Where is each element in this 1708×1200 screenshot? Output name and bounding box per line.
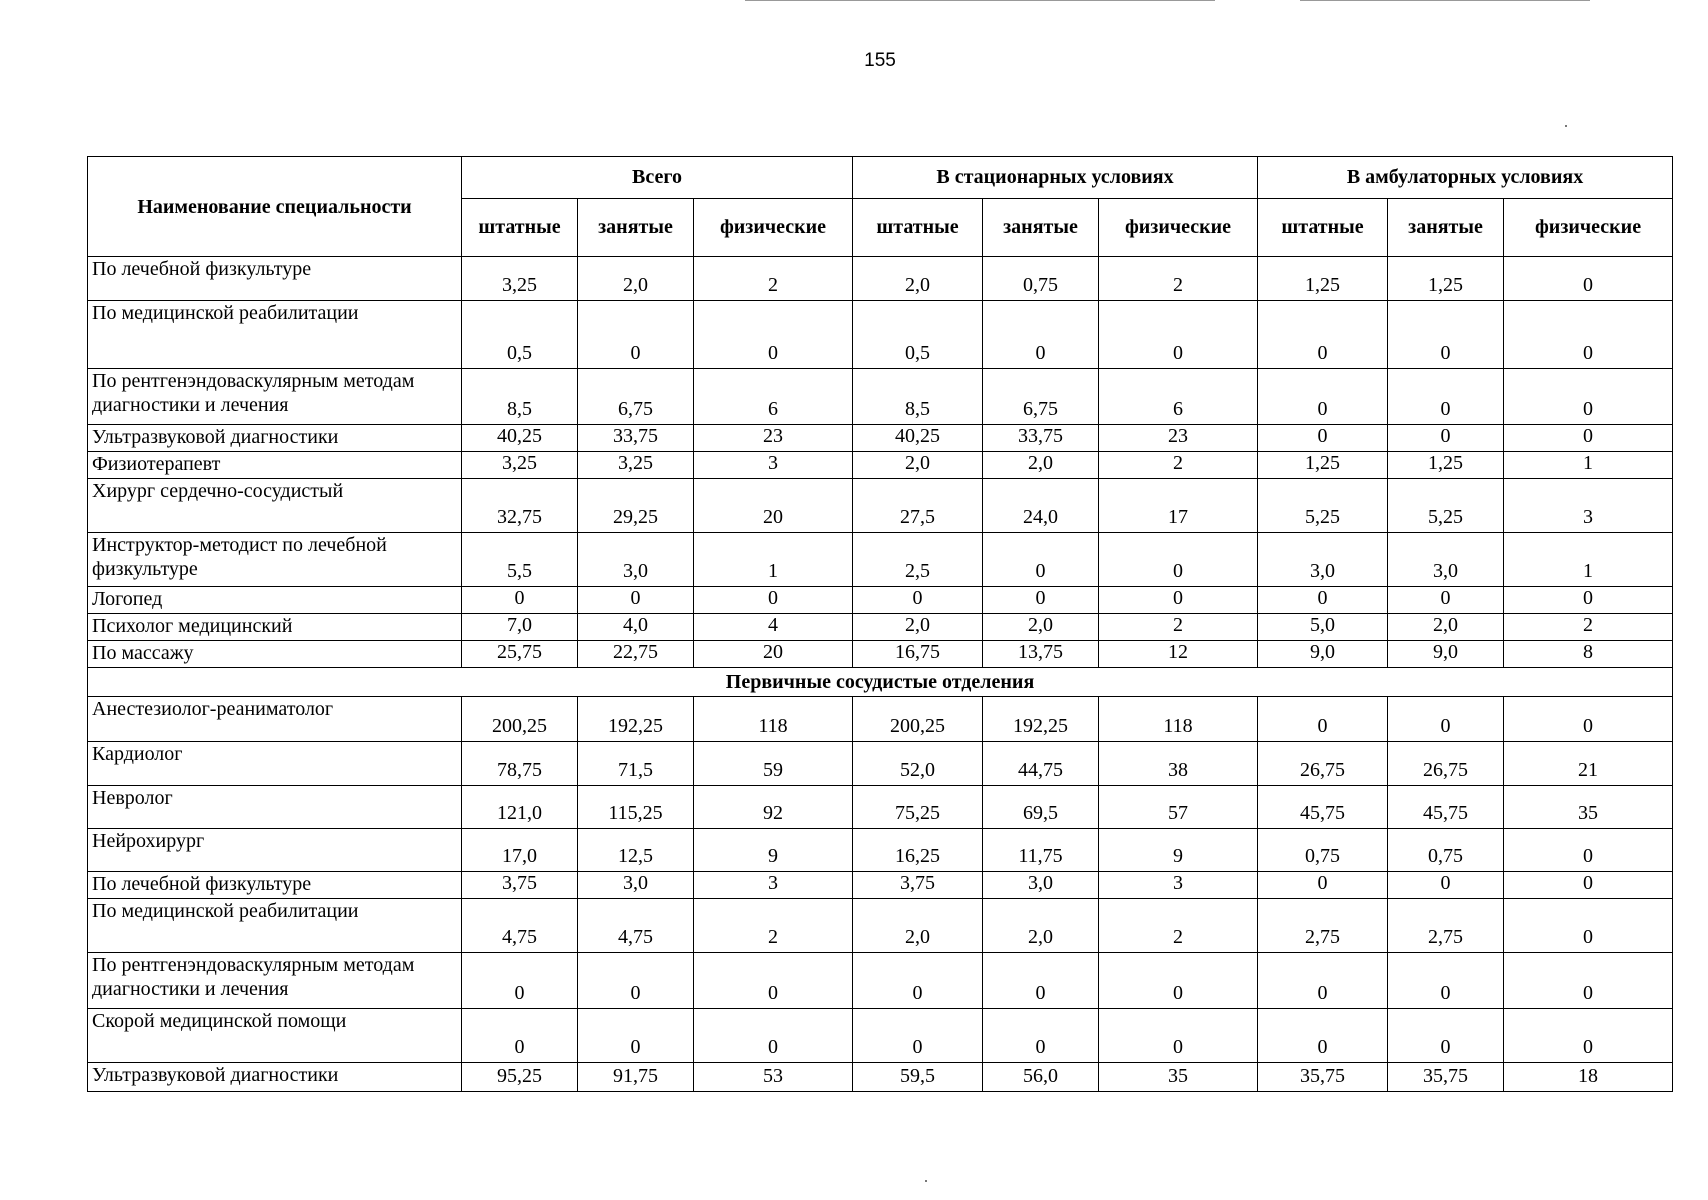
table-row <box>88 1063 1673 1092</box>
value-cell: 0 <box>983 533 1099 587</box>
value-cell: 0 <box>1099 587 1258 614</box>
value-cell: 115,25 <box>578 786 694 829</box>
value-cell: 0 <box>1504 872 1673 899</box>
value-cell: 0 <box>983 301 1099 369</box>
specialty-name: По медицинской реабилитации <box>88 301 462 369</box>
value-cell: 24,0 <box>983 479 1099 533</box>
value-cell: 33,75 <box>578 425 694 452</box>
value-cell: 0 <box>1099 953 1258 1009</box>
value-cell: 2,5 <box>853 533 983 587</box>
value-cell: 2 <box>1099 257 1258 301</box>
value-cell: 6,75 <box>983 369 1099 425</box>
value-cell: 2,0 <box>1388 614 1504 641</box>
top-rule-right <box>1300 0 1590 1</box>
value-cell: 20 <box>694 641 853 668</box>
scan-speck <box>1565 125 1567 127</box>
value-cell: 0,75 <box>1388 829 1504 872</box>
page-number: 155 <box>864 50 896 71</box>
value-cell: 0 <box>1504 369 1673 425</box>
value-cell: 45,75 <box>1258 786 1388 829</box>
value-cell: 6,75 <box>578 369 694 425</box>
value-cell: 5,5 <box>462 533 578 587</box>
value-cell: 0 <box>694 587 853 614</box>
value-cell: 35,75 <box>1258 1063 1388 1092</box>
table-row <box>88 1009 1673 1063</box>
value-cell: 3,0 <box>983 872 1099 899</box>
value-cell: 3,0 <box>1388 533 1504 587</box>
value-cell: 3,75 <box>853 872 983 899</box>
value-cell: 3,0 <box>578 872 694 899</box>
specialty-name: Кардиолог <box>88 742 462 786</box>
specialty-name: По лечебной физкультуре <box>88 257 462 301</box>
value-cell: 0,5 <box>462 301 578 369</box>
table-row <box>88 697 1673 742</box>
value-cell: 35,75 <box>1388 1063 1504 1092</box>
value-cell: 1,25 <box>1258 452 1388 479</box>
header-occupied: занятые <box>983 199 1099 257</box>
header-name-column: Наименование специальности <box>88 157 462 257</box>
value-cell: 0 <box>1504 953 1673 1009</box>
table-row <box>88 872 1673 899</box>
header-occupied: занятые <box>1388 199 1504 257</box>
table-row <box>88 257 1673 301</box>
value-cell: 35 <box>1504 786 1673 829</box>
table-row <box>88 786 1673 829</box>
value-cell: 56,0 <box>983 1063 1099 1092</box>
value-cell: 52,0 <box>853 742 983 786</box>
header-physical: физические <box>1504 199 1673 257</box>
specialty-name: По медицинской реабилитации <box>88 899 462 953</box>
value-cell: 38 <box>1099 742 1258 786</box>
section-title: Первичные сосудистые отделения <box>88 668 1673 697</box>
value-cell: 0 <box>853 953 983 1009</box>
value-cell: 2 <box>1099 614 1258 641</box>
staffing-table <box>87 156 1673 1092</box>
value-cell: 0 <box>983 1009 1099 1063</box>
value-cell: 192,25 <box>578 697 694 742</box>
value-cell: 0 <box>1258 369 1388 425</box>
table-row <box>88 425 1673 452</box>
value-cell: 1 <box>1504 533 1673 587</box>
value-cell: 0 <box>1258 697 1388 742</box>
value-cell: 0 <box>1099 1009 1258 1063</box>
specialty-name: По рентгенэндоваскулярным методам диагностики и лечения <box>88 953 462 1009</box>
value-cell: 4,75 <box>462 899 578 953</box>
table-row <box>88 301 1673 369</box>
value-cell: 2,0 <box>983 452 1099 479</box>
value-cell: 6 <box>694 369 853 425</box>
table-row <box>88 479 1673 533</box>
value-cell: 200,25 <box>462 697 578 742</box>
value-cell: 3,75 <box>462 872 578 899</box>
value-cell: 91,75 <box>578 1063 694 1092</box>
value-cell: 2 <box>694 257 853 301</box>
specialty-name: Физиотерапевт <box>88 452 462 479</box>
value-cell: 2 <box>694 899 853 953</box>
value-cell: 59 <box>694 742 853 786</box>
specialty-name: Невролог <box>88 786 462 829</box>
value-cell: 1 <box>694 533 853 587</box>
value-cell: 0 <box>694 301 853 369</box>
value-cell: 4,75 <box>578 899 694 953</box>
value-cell: 69,5 <box>983 786 1099 829</box>
value-cell: 3 <box>694 872 853 899</box>
value-cell: 20 <box>694 479 853 533</box>
value-cell: 22,75 <box>578 641 694 668</box>
value-cell: 2 <box>1099 452 1258 479</box>
value-cell: 0 <box>462 587 578 614</box>
value-cell: 0 <box>694 1009 853 1063</box>
value-cell: 1 <box>1504 452 1673 479</box>
value-cell: 12 <box>1099 641 1258 668</box>
value-cell: 9,0 <box>1258 641 1388 668</box>
specialty-name: Ультразвуковой диагностики <box>88 1063 462 1092</box>
value-cell: 1,25 <box>1388 452 1504 479</box>
value-cell: 0 <box>694 953 853 1009</box>
value-cell: 2,0 <box>853 614 983 641</box>
specialty-name: Хирург сердечно-сосудистый <box>88 479 462 533</box>
value-cell: 21 <box>1504 742 1673 786</box>
header-group-inpatient: В стационарных условиях <box>853 157 1258 199</box>
value-cell: 0 <box>1504 425 1673 452</box>
value-cell: 40,25 <box>462 425 578 452</box>
top-rule <box>745 0 1215 1</box>
value-cell: 13,75 <box>983 641 1099 668</box>
value-cell: 12,5 <box>578 829 694 872</box>
header-staff: штатные <box>1258 199 1388 257</box>
value-cell: 0 <box>462 953 578 1009</box>
specialty-name: Анестезиолог-реаниматолог <box>88 697 462 742</box>
value-cell: 57 <box>1099 786 1258 829</box>
value-cell: 8,5 <box>462 369 578 425</box>
specialty-name: Логопед <box>88 587 462 614</box>
value-cell: 2,75 <box>1388 899 1504 953</box>
value-cell: 23 <box>694 425 853 452</box>
value-cell: 7,0 <box>462 614 578 641</box>
value-cell: 35 <box>1099 1063 1258 1092</box>
value-cell: 3 <box>1504 479 1673 533</box>
header-physical: физические <box>694 199 853 257</box>
value-cell: 0 <box>1258 587 1388 614</box>
specialty-name: По массажу <box>88 641 462 668</box>
value-cell: 0 <box>1504 829 1673 872</box>
value-cell: 121,0 <box>462 786 578 829</box>
table-row <box>88 369 1673 425</box>
value-cell: 1,25 <box>1388 257 1504 301</box>
value-cell: 200,25 <box>853 697 983 742</box>
value-cell: 0 <box>578 1009 694 1063</box>
value-cell: 0 <box>1504 1009 1673 1063</box>
value-cell: 5,25 <box>1258 479 1388 533</box>
value-cell: 2,75 <box>1258 899 1388 953</box>
value-cell: 0 <box>1258 301 1388 369</box>
value-cell: 4,0 <box>578 614 694 641</box>
value-cell: 9,0 <box>1388 641 1504 668</box>
value-cell: 26,75 <box>1258 742 1388 786</box>
value-cell: 17,0 <box>462 829 578 872</box>
scan-speck <box>925 1180 927 1182</box>
header-occupied: занятые <box>578 199 694 257</box>
value-cell: 0 <box>853 1009 983 1063</box>
value-cell: 0 <box>1258 1009 1388 1063</box>
table-row <box>88 641 1673 668</box>
table-row <box>88 742 1673 786</box>
value-cell: 16,25 <box>853 829 983 872</box>
header-group-total: Всего <box>462 157 853 199</box>
value-cell: 0 <box>578 953 694 1009</box>
value-cell: 32,75 <box>462 479 578 533</box>
specialty-name: Ультразвуковой диагностики <box>88 425 462 452</box>
value-cell: 0 <box>983 587 1099 614</box>
value-cell: 17 <box>1099 479 1258 533</box>
value-cell: 2 <box>1099 899 1258 953</box>
value-cell: 2,0 <box>853 899 983 953</box>
table-row <box>88 899 1673 953</box>
header-staff: штатные <box>462 199 578 257</box>
value-cell: 0 <box>1388 872 1504 899</box>
value-cell: 95,25 <box>462 1063 578 1092</box>
value-cell: 26,75 <box>1388 742 1504 786</box>
value-cell: 0 <box>1504 257 1673 301</box>
value-cell: 3 <box>694 452 853 479</box>
table-row <box>88 953 1673 1009</box>
value-cell: 25,75 <box>462 641 578 668</box>
value-cell: 45,75 <box>1388 786 1504 829</box>
value-cell: 0 <box>853 587 983 614</box>
value-cell: 0 <box>1388 301 1504 369</box>
value-cell: 11,75 <box>983 829 1099 872</box>
value-cell: 0,5 <box>853 301 983 369</box>
value-cell: 16,75 <box>853 641 983 668</box>
value-cell: 0 <box>1258 872 1388 899</box>
value-cell: 9 <box>1099 829 1258 872</box>
value-cell: 118 <box>1099 697 1258 742</box>
table-row <box>88 614 1673 641</box>
value-cell: 0 <box>1504 301 1673 369</box>
value-cell: 3,25 <box>578 452 694 479</box>
value-cell: 0 <box>1388 1009 1504 1063</box>
value-cell: 1,25 <box>1258 257 1388 301</box>
value-cell: 0,75 <box>1258 829 1388 872</box>
value-cell: 0 <box>1388 953 1504 1009</box>
value-cell: 2,0 <box>983 614 1099 641</box>
value-cell: 0 <box>1388 425 1504 452</box>
specialty-name: По рентгенэндоваскулярным методам диагностики и лечения <box>88 369 462 425</box>
header-physical: физические <box>1099 199 1258 257</box>
value-cell: 4 <box>694 614 853 641</box>
value-cell: 53 <box>694 1063 853 1092</box>
value-cell: 44,75 <box>983 742 1099 786</box>
value-cell: 71,5 <box>578 742 694 786</box>
specialty-name: Скорой медицинской помощи <box>88 1009 462 1063</box>
value-cell: 0 <box>1504 697 1673 742</box>
table-row <box>88 587 1673 614</box>
value-cell: 29,25 <box>578 479 694 533</box>
specialty-name: Нейрохирург <box>88 829 462 872</box>
value-cell: 78,75 <box>462 742 578 786</box>
value-cell: 2,0 <box>983 899 1099 953</box>
header-staff: штатные <box>853 199 983 257</box>
value-cell: 0 <box>1258 953 1388 1009</box>
value-cell: 18 <box>1504 1063 1673 1092</box>
value-cell: 9 <box>694 829 853 872</box>
specialty-name: Психолог медицинский <box>88 614 462 641</box>
value-cell: 0 <box>462 1009 578 1063</box>
value-cell: 0 <box>578 587 694 614</box>
value-cell: 8,5 <box>853 369 983 425</box>
value-cell: 0 <box>1099 533 1258 587</box>
value-cell: 75,25 <box>853 786 983 829</box>
value-cell: 2,0 <box>853 452 983 479</box>
value-cell: 0 <box>1388 697 1504 742</box>
specialty-name: По лечебной физкультуре <box>88 872 462 899</box>
specialty-name: Инструктор-методист по лечебной физкультуре <box>88 533 462 587</box>
value-cell: 2,0 <box>853 257 983 301</box>
value-cell: 92 <box>694 786 853 829</box>
value-cell: 59,5 <box>853 1063 983 1092</box>
section-row <box>88 668 1673 697</box>
value-cell: 0 <box>983 953 1099 1009</box>
value-cell: 5,25 <box>1388 479 1504 533</box>
value-cell: 0 <box>578 301 694 369</box>
value-cell: 40,25 <box>853 425 983 452</box>
value-cell: 2,0 <box>578 257 694 301</box>
value-cell: 6 <box>1099 369 1258 425</box>
value-cell: 118 <box>694 697 853 742</box>
value-cell: 2 <box>1504 614 1673 641</box>
value-cell: 0 <box>1388 369 1504 425</box>
value-cell: 0 <box>1504 899 1673 953</box>
header-group-outpatient: В амбулаторных условиях <box>1258 157 1673 199</box>
value-cell: 0 <box>1504 587 1673 614</box>
value-cell: 3,25 <box>462 452 578 479</box>
value-cell: 3,0 <box>1258 533 1388 587</box>
value-cell: 3,25 <box>462 257 578 301</box>
value-cell: 3 <box>1099 872 1258 899</box>
value-cell: 0 <box>1258 425 1388 452</box>
value-cell: 192,25 <box>983 697 1099 742</box>
value-cell: 0 <box>1388 587 1504 614</box>
value-cell: 8 <box>1504 641 1673 668</box>
value-cell: 0 <box>1099 301 1258 369</box>
table-row <box>88 829 1673 872</box>
value-cell: 0,75 <box>983 257 1099 301</box>
value-cell: 5,0 <box>1258 614 1388 641</box>
value-cell: 3,0 <box>578 533 694 587</box>
table-body <box>88 257 1673 1092</box>
table-row <box>88 533 1673 587</box>
table-row <box>88 452 1673 479</box>
value-cell: 33,75 <box>983 425 1099 452</box>
value-cell: 27,5 <box>853 479 983 533</box>
value-cell: 23 <box>1099 425 1258 452</box>
